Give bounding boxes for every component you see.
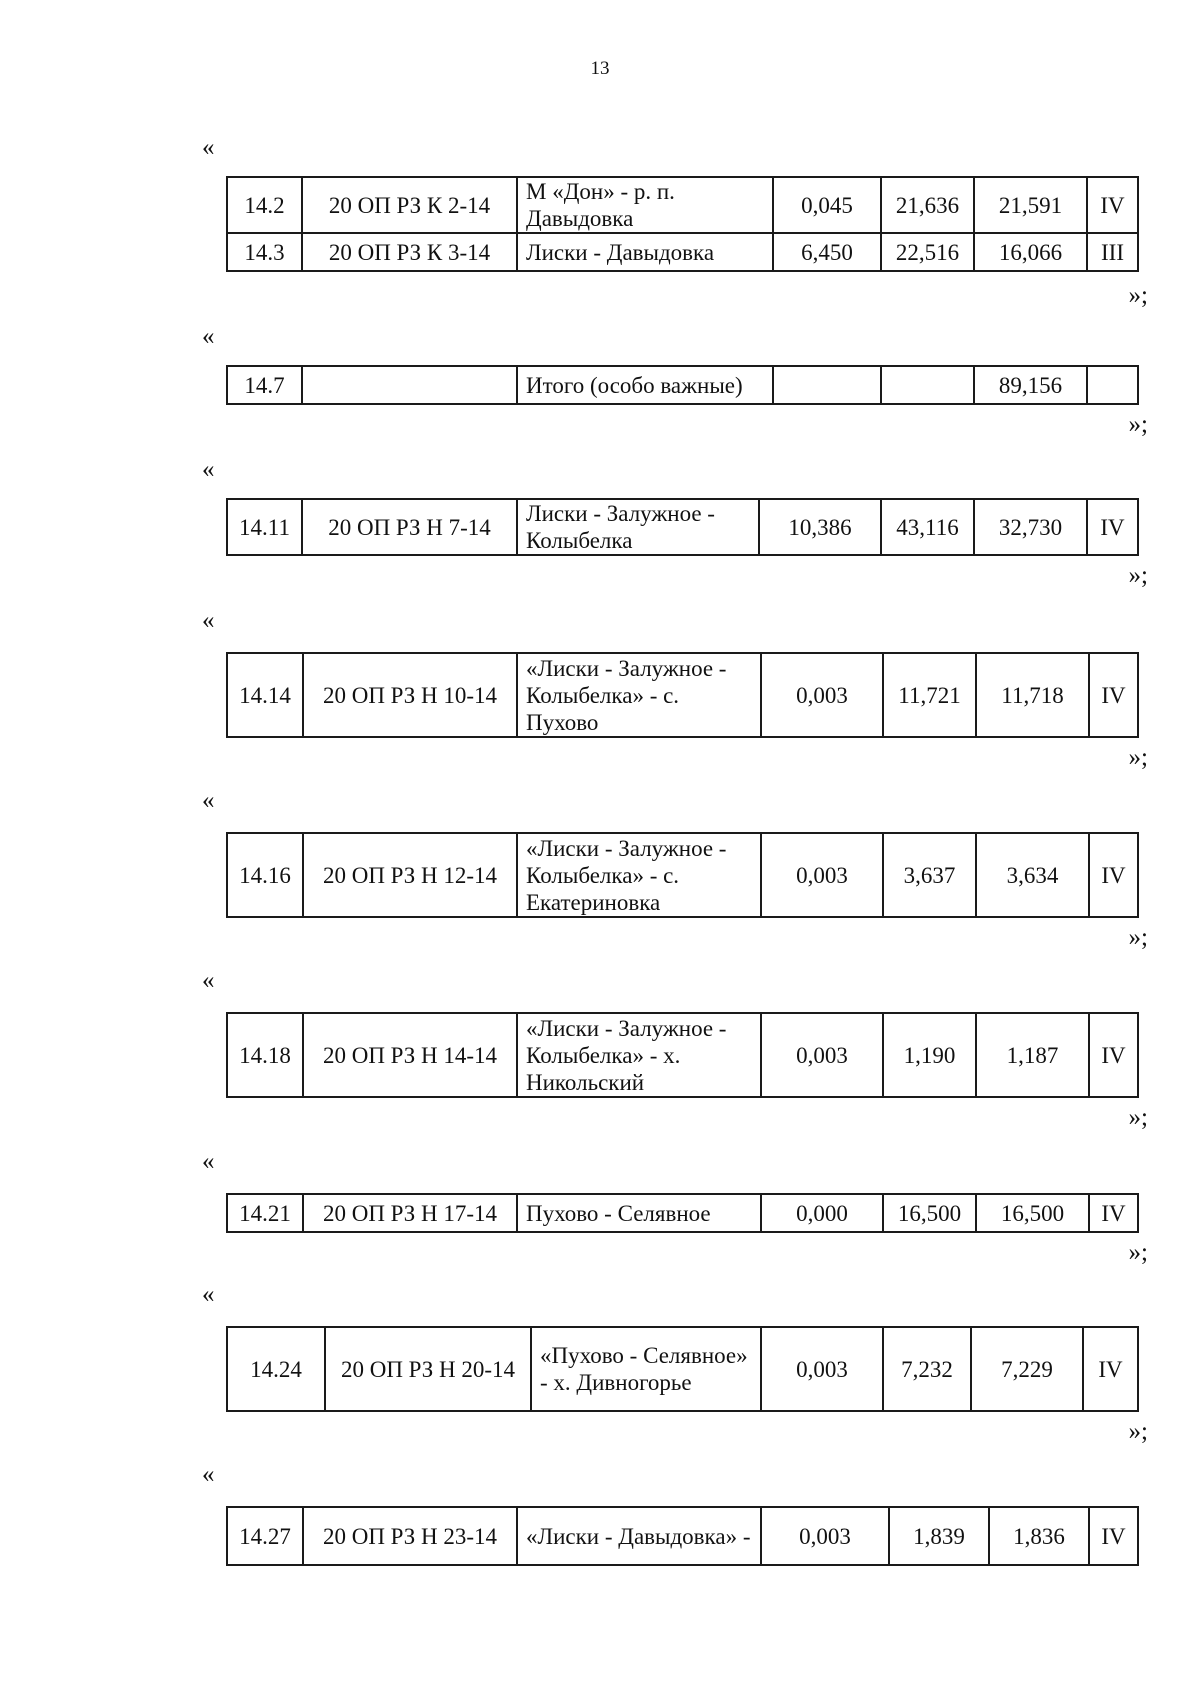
road-code-cell: 20 ОП РЗ К 2-14: [302, 177, 517, 233]
opening-quote-mark: «: [202, 323, 215, 350]
table-row: [227, 1327, 1138, 1411]
road-name-cell: «Пухово - Селявное» - х. Дивногорье: [531, 1327, 761, 1411]
table-row: [227, 366, 1138, 404]
table-row: [227, 1507, 1138, 1565]
row-number-cell: 14.14: [227, 653, 303, 737]
table-row: [227, 233, 1138, 271]
closing-quote-mark: »;: [1128, 1104, 1148, 1131]
road-table: [226, 176, 1139, 272]
length-km-cell: 16,500: [976, 1194, 1089, 1232]
end-km-cell: 21,636: [881, 177, 974, 233]
road-name-cell: Пухово - Селявное: [517, 1194, 761, 1232]
category-cell: IV: [1089, 833, 1138, 917]
length-km-cell: 11,718: [976, 653, 1089, 737]
category-cell: IV: [1089, 653, 1138, 737]
table-row: [227, 1013, 1138, 1097]
end-km-cell: 1,839: [889, 1507, 989, 1565]
road-code-cell: 20 ОП РЗ Н 14-14: [303, 1013, 517, 1097]
length-km-cell: 7,229: [971, 1327, 1083, 1411]
table-row: [227, 833, 1138, 917]
row-number-cell: 14.24: [227, 1327, 325, 1411]
closing-quote-mark: »;: [1128, 924, 1148, 951]
road-table: [226, 832, 1139, 918]
road-table: [226, 1506, 1139, 1566]
opening-quote-mark: «: [202, 1281, 215, 1308]
closing-quote-mark: »;: [1128, 1239, 1148, 1266]
start-km-cell: [773, 366, 881, 404]
road-table: [226, 1012, 1139, 1098]
road-table: [226, 652, 1139, 738]
opening-quote-mark: «: [202, 1461, 215, 1488]
closing-quote-mark: »;: [1128, 744, 1148, 771]
row-number-cell: 14.27: [227, 1507, 303, 1565]
length-km-cell: 1,836: [989, 1507, 1089, 1565]
end-km-cell: 16,500: [883, 1194, 976, 1232]
row-number-cell: 14.18: [227, 1013, 303, 1097]
start-km-cell: 0,003: [761, 1327, 883, 1411]
start-km-cell: 10,386: [759, 499, 881, 555]
start-km-cell: 0,045: [773, 177, 881, 233]
start-km-cell: 0,000: [761, 1194, 883, 1232]
length-km-cell: 1,187: [976, 1013, 1089, 1097]
length-km-cell: 89,156: [974, 366, 1087, 404]
closing-quote-mark: »;: [1128, 411, 1148, 438]
end-km-cell: 3,637: [883, 833, 976, 917]
length-km-cell: 32,730: [974, 499, 1087, 555]
end-km-cell: 43,116: [881, 499, 974, 555]
road-name-cell: Лиски - Давыдовка: [517, 233, 773, 271]
category-cell: IV: [1083, 1327, 1138, 1411]
category-cell: III: [1087, 233, 1138, 271]
start-km-cell: 0,003: [761, 1507, 889, 1565]
opening-quote-mark: «: [202, 456, 215, 483]
road-code-cell: 20 ОП РЗ Н 17-14: [303, 1194, 517, 1232]
end-km-cell: 7,232: [883, 1327, 971, 1411]
opening-quote-mark: «: [202, 1148, 215, 1175]
start-km-cell: 0,003: [761, 833, 883, 917]
category-cell: IV: [1087, 177, 1138, 233]
start-km-cell: 0,003: [761, 653, 883, 737]
road-name-cell: «Лиски - Залужное - Колыбелка» - с. Екатериновка: [517, 833, 761, 917]
road-table: [226, 498, 1139, 556]
length-km-cell: 16,066: [974, 233, 1087, 271]
row-number-cell: 14.7: [227, 366, 302, 404]
table-row: [227, 653, 1138, 737]
category-cell: IV: [1089, 1194, 1138, 1232]
length-km-cell: 3,634: [976, 833, 1089, 917]
road-name-cell: «Лиски - Давыдовка» -: [517, 1507, 761, 1565]
table-row: [227, 499, 1138, 555]
road-code-cell: 20 ОП РЗ Н 23-14: [303, 1507, 517, 1565]
category-cell: IV: [1087, 499, 1138, 555]
opening-quote-mark: «: [202, 607, 215, 634]
end-km-cell: 1,190: [883, 1013, 976, 1097]
row-number-cell: 14.16: [227, 833, 303, 917]
table-row: [227, 1194, 1138, 1232]
road-name-cell: Итого (особо важные): [517, 366, 773, 404]
row-number-cell: 14.2: [227, 177, 302, 233]
road-code-cell: [302, 366, 517, 404]
road-table: [226, 1193, 1139, 1233]
start-km-cell: 6,450: [773, 233, 881, 271]
road-name-cell: «Лиски - Залужное - Колыбелка» - с. Пухово: [517, 653, 761, 737]
end-km-cell: 11,721: [883, 653, 976, 737]
road-name-cell: «Лиски - Залужное - Колыбелка» - х. Никольский: [517, 1013, 761, 1097]
road-table: [226, 1326, 1139, 1412]
row-number-cell: 14.3: [227, 233, 302, 271]
road-name-cell: Лиски - Залужное - Колыбелка: [517, 499, 759, 555]
road-code-cell: 20 ОП РЗ Н 12-14: [303, 833, 517, 917]
road-code-cell: 20 ОП РЗ Н 20-14: [325, 1327, 531, 1411]
road-table: [226, 365, 1139, 405]
table-row: [227, 177, 1138, 233]
category-cell: [1087, 366, 1138, 404]
row-number-cell: 14.21: [227, 1194, 303, 1232]
road-code-cell: 20 ОП РЗ Н 7-14: [302, 499, 517, 555]
closing-quote-mark: »;: [1128, 1418, 1148, 1445]
road-code-cell: 20 ОП РЗ Н 10-14: [303, 653, 517, 737]
opening-quote-mark: «: [202, 967, 215, 994]
start-km-cell: 0,003: [761, 1013, 883, 1097]
closing-quote-mark: »;: [1128, 562, 1148, 589]
opening-quote-mark: «: [202, 787, 215, 814]
row-number-cell: 14.11: [227, 499, 302, 555]
category-cell: IV: [1089, 1507, 1138, 1565]
length-km-cell: 21,591: [974, 177, 1087, 233]
end-km-cell: 22,516: [881, 233, 974, 271]
page-number: 13: [590, 58, 610, 79]
road-name-cell: М «Дон» - р. п. Давыдовка: [517, 177, 773, 233]
road-code-cell: 20 ОП РЗ К 3-14: [302, 233, 517, 271]
end-km-cell: [881, 366, 974, 404]
opening-quote-mark: «: [202, 134, 215, 161]
category-cell: IV: [1089, 1013, 1138, 1097]
closing-quote-mark: »;: [1128, 282, 1148, 309]
